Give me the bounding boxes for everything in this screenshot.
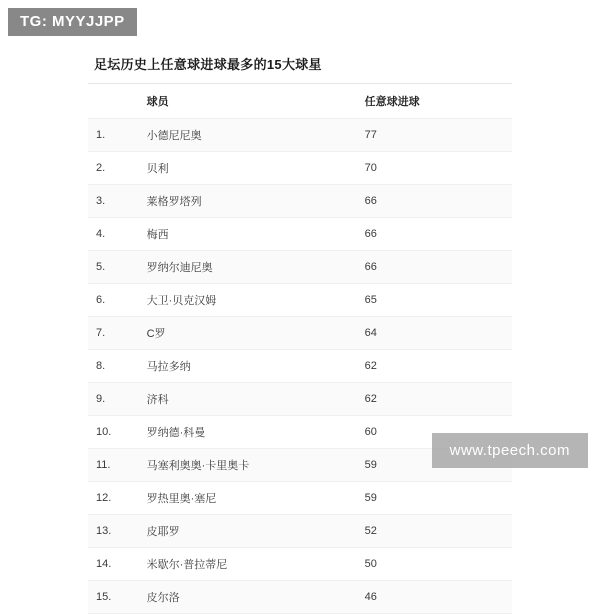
table-row — [88, 317, 512, 350]
table-row — [88, 284, 512, 317]
column-header-player: 球员 — [143, 84, 361, 119]
table-header-row — [88, 84, 512, 119]
cell-rank: 4. — [88, 218, 143, 251]
cell-rank: 9. — [88, 383, 143, 416]
table-row — [88, 350, 512, 383]
watermark: www.tpeech.com — [432, 433, 588, 468]
cell-rank: 14. — [88, 548, 143, 581]
column-header-goals: 任意球进球 — [361, 84, 512, 119]
cell-rank: 1. — [88, 119, 143, 152]
cell-player: 米歇尔·普拉蒂尼 — [143, 548, 361, 581]
cell-rank: 3. — [88, 185, 143, 218]
cell-goals: 77 — [361, 119, 512, 152]
cell-rank: 10. — [88, 416, 143, 449]
cell-goals: 59 — [361, 449, 512, 482]
cell-player: 皮耶罗 — [143, 515, 361, 548]
cell-rank: 8. — [88, 350, 143, 383]
ranking-card — [88, 44, 512, 614]
cell-goals: 70 — [361, 152, 512, 185]
cell-rank: 7. — [88, 317, 143, 350]
cell-rank: 6. — [88, 284, 143, 317]
cell-player: 莱格罗塔列 — [143, 185, 361, 218]
table-row — [88, 218, 512, 251]
cell-player: 马塞利奥奥·卡里奥卡 — [143, 449, 361, 482]
table-row — [88, 581, 512, 614]
cell-goals: 46 — [361, 581, 512, 614]
cell-rank: 12. — [88, 482, 143, 515]
cell-rank: 5. — [88, 251, 143, 284]
cell-rank: 2. — [88, 152, 143, 185]
table-row — [88, 251, 512, 284]
table-body — [88, 119, 512, 614]
cell-player: 罗热里奥·塞尼 — [143, 482, 361, 515]
cell-goals: 66 — [361, 251, 512, 284]
tg-badge: TG: MYYJJPP — [8, 8, 137, 36]
table-row — [88, 152, 512, 185]
table-row — [88, 383, 512, 416]
ranking-table — [88, 84, 512, 614]
cell-goals: 66 — [361, 185, 512, 218]
table-row — [88, 185, 512, 218]
cell-player: 梅西 — [143, 218, 361, 251]
cell-goals: 60 — [361, 416, 512, 449]
cell-goals: 62 — [361, 350, 512, 383]
cell-goals: 66 — [361, 218, 512, 251]
cell-rank: 15. — [88, 581, 143, 614]
cell-rank: 11. — [88, 449, 143, 482]
table-row — [88, 515, 512, 548]
cell-goals: 50 — [361, 548, 512, 581]
cell-player: 大卫·贝克汉姆 — [143, 284, 361, 317]
table-row — [88, 548, 512, 581]
cell-goals: 62 — [361, 383, 512, 416]
cell-player: C罗 — [143, 317, 361, 350]
cell-goals: 65 — [361, 284, 512, 317]
cell-player: 罗纳德·科曼 — [143, 416, 361, 449]
cell-goals: 52 — [361, 515, 512, 548]
cell-player: 皮尔洛 — [143, 581, 361, 614]
table-row — [88, 119, 512, 152]
page-title: 足坛历史上任意球进球最多的15大球星 — [88, 44, 512, 84]
cell-player: 小德尼尼奥 — [143, 119, 361, 152]
table-row — [88, 482, 512, 515]
cell-player: 罗纳尔迪尼奥 — [143, 251, 361, 284]
cell-player: 贝利 — [143, 152, 361, 185]
column-header-rank — [88, 84, 143, 119]
cell-rank: 13. — [88, 515, 143, 548]
cell-player: 济科 — [143, 383, 361, 416]
cell-player: 马拉多纳 — [143, 350, 361, 383]
cell-goals: 59 — [361, 482, 512, 515]
cell-goals: 64 — [361, 317, 512, 350]
